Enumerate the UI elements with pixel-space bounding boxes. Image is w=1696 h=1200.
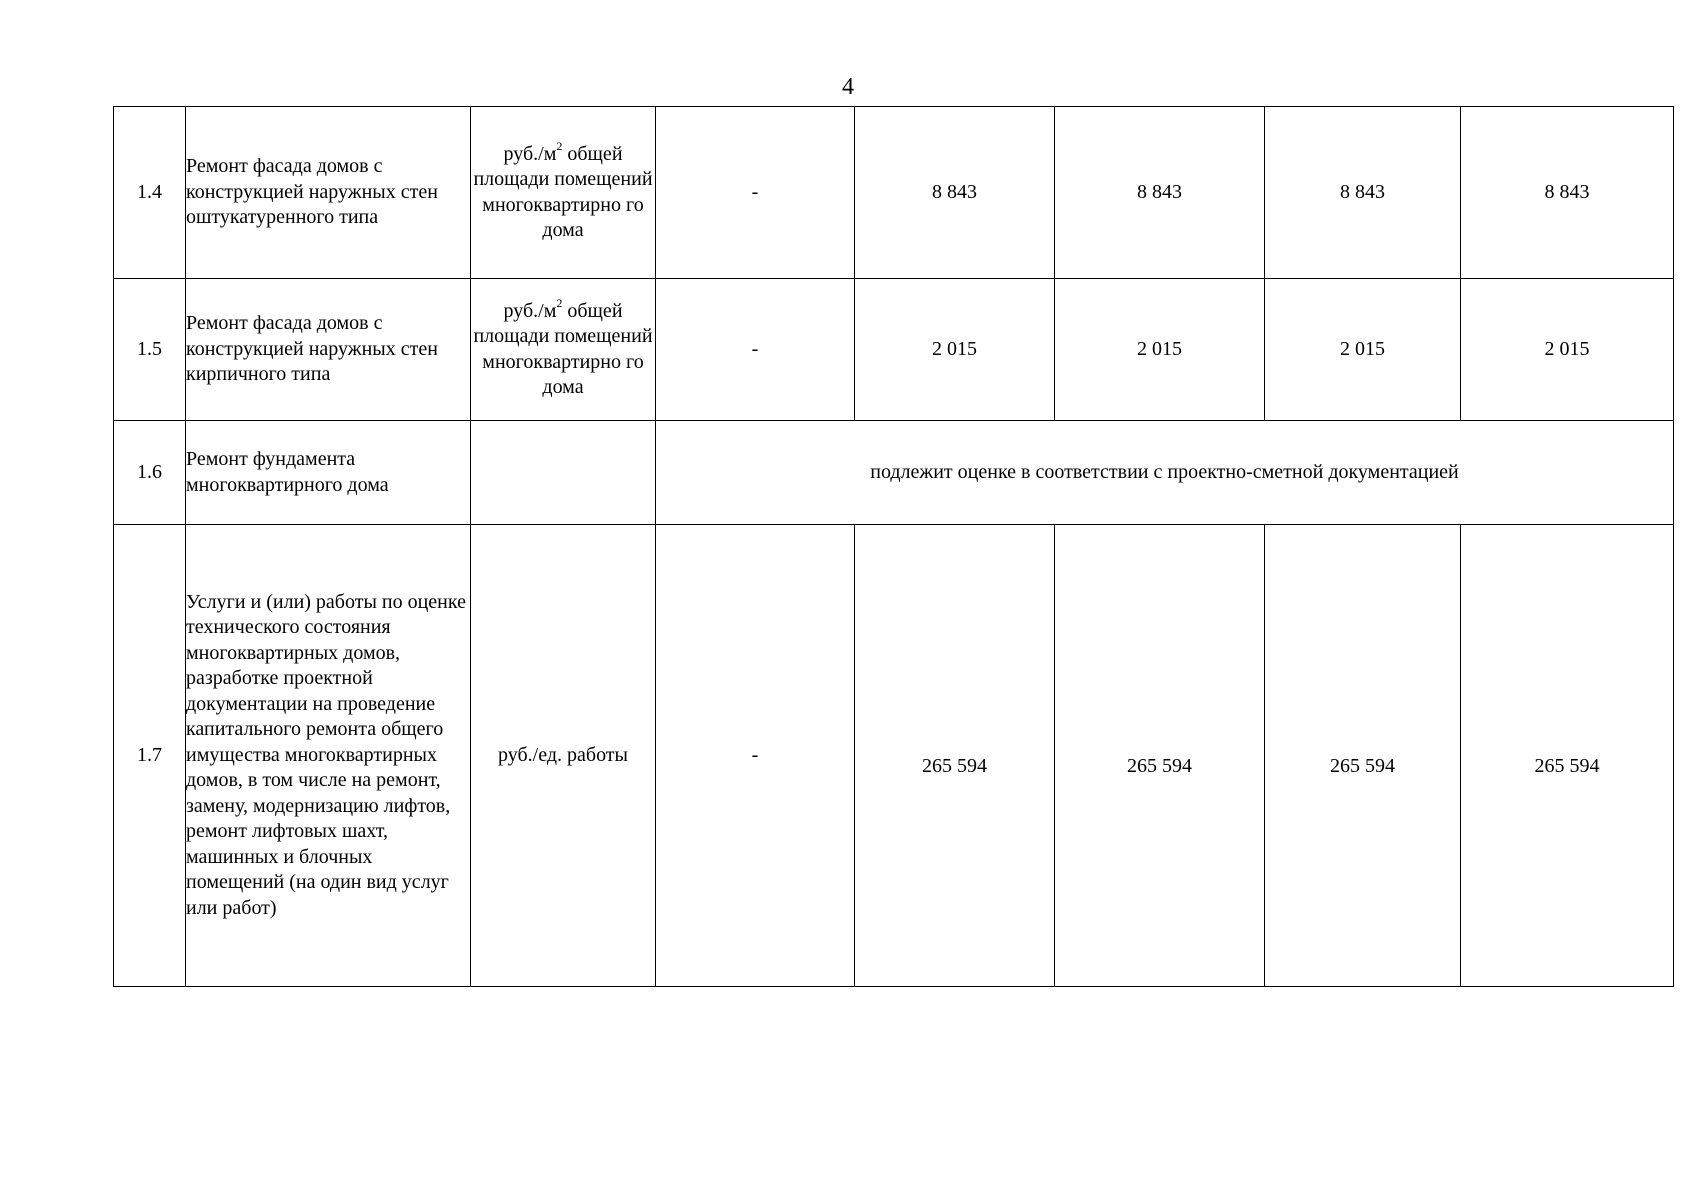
value-cell	[1055, 525, 1265, 987]
table-row	[114, 421, 1674, 525]
row-number: 1.4	[114, 107, 186, 279]
unit-main: руб./м	[503, 299, 557, 322]
value-cell: 8 843	[855, 107, 1055, 279]
table-row	[114, 525, 1674, 987]
table-row	[114, 107, 1674, 279]
work-name: Ремонт фасада домов с конструкцией наружных стен кирпичного типа	[186, 279, 471, 421]
value-text: 265 594	[1127, 754, 1192, 777]
unit-cell-empty	[471, 421, 656, 525]
value-cell: 8 843	[1265, 107, 1461, 279]
table-row	[114, 279, 1674, 421]
value-cell: 2 015	[1055, 279, 1265, 421]
merged-note: подлежит оценке в соответствии с проектно-сметной документацией	[656, 421, 1674, 525]
value-cell	[1265, 525, 1461, 987]
row-number: 1.7	[114, 525, 186, 987]
row-number: 1.5	[114, 279, 186, 421]
value-text: 265 594	[1330, 754, 1395, 777]
value-cell: -	[656, 107, 855, 279]
value-cell: 2 015	[855, 279, 1055, 421]
value-cell	[1461, 525, 1674, 987]
value-cell: 2 015	[1265, 279, 1461, 421]
page-number: 4	[842, 74, 854, 100]
value-cell	[855, 525, 1055, 987]
work-name: Ремонт фундамента многоквартирного дома	[186, 421, 471, 525]
value-text: 265 594	[1534, 754, 1600, 777]
unit-rest: общей площади помещений многоквартирно го дома	[473, 142, 653, 241]
unit-superscript: 2	[556, 295, 563, 310]
value-cell: 8 843	[1461, 107, 1674, 279]
value-cell: -	[656, 279, 855, 421]
unit-superscript: 2	[556, 138, 563, 153]
work-name: Услуги и (или) работы по оценке технического состояния многоквартирных домов, разработке проектной документации на проведение капитального ремонта общего имущества многоквартирных домов, в том числе на ремонт, замену, модернизацию лифтов, ремонт лифтовых шахт, машинных и блочных помещений (на один вид услуг или работ)	[186, 525, 471, 987]
row-number: 1.6	[114, 421, 186, 525]
rates-table	[113, 106, 1674, 987]
unit-main: руб./м	[503, 142, 557, 165]
value-cell: -	[656, 525, 855, 987]
value-cell: 2 015	[1461, 279, 1674, 421]
unit-rest: общей площади помещений многоквартирно го дома	[473, 299, 653, 398]
value-cell: 8 843	[1055, 107, 1265, 279]
work-name: Ремонт фасада домов с конструкцией наружных стен оштукатуренного типа	[186, 107, 471, 279]
value-text: 265 594	[922, 754, 987, 777]
unit-cell	[471, 107, 656, 279]
unit-cell	[471, 279, 656, 421]
unit-cell: руб./ед. работы	[471, 525, 656, 987]
